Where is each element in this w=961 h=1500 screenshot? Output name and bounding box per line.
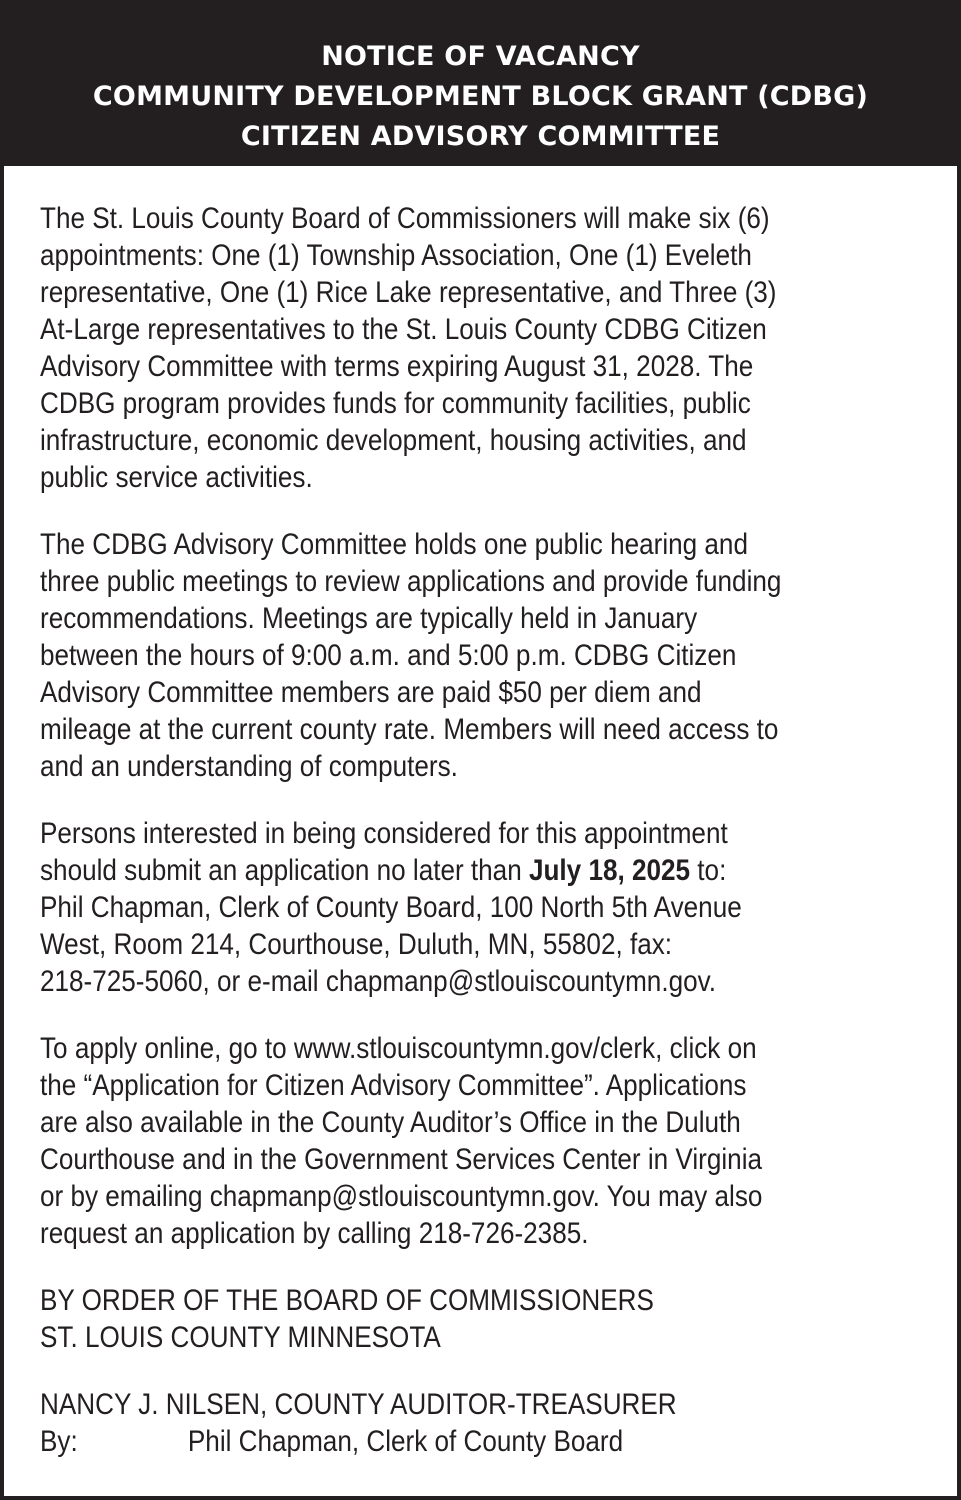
signature-title: NANCY J. NILSEN, COUNTY AUDITOR-TREASURER (40, 1388, 677, 1421)
text-line: mileage at the current county rate. Members will need access to (40, 713, 779, 746)
text-line: the “Application for Citizen Advisory Committee”. Applications (40, 1069, 747, 1102)
text-line: three public meetings to review applications and provide funding (40, 565, 782, 598)
text-line: public service activities. (40, 461, 313, 494)
text-line: request an application by calling 218-726-2385. (40, 1217, 589, 1250)
text-line: Persons interested in being considered for this appointment (40, 817, 728, 850)
text-line-deadline (40, 852, 936, 889)
signature-block (40, 1386, 936, 1460)
paragraph-apply-online (40, 1030, 936, 1252)
by-label: By: (40, 1425, 78, 1458)
deadline-suffix: to: (690, 854, 727, 887)
paragraph-appointments (40, 200, 936, 496)
order-block (40, 1282, 936, 1356)
text-line: representative, One (1) Rice Lake representative, and Three (3) (40, 276, 777, 309)
notice-header (4, 4, 957, 166)
text-line: West, Room 214, Courthouse, Duluth, MN, 55802, fax: (40, 928, 673, 961)
paragraph-meetings (40, 526, 936, 785)
text-line: The CDBG Advisory Committee holds one public hearing and (40, 528, 748, 561)
text-line: and an understanding of computers. (40, 750, 458, 783)
text-line: recommendations. Meetings are typically held in January (40, 602, 698, 635)
header-title-line-1: NOTICE OF VACANCY (321, 41, 640, 72)
text-line: Courthouse and in the Government Services Center in Virginia (40, 1143, 763, 1176)
header-title-line-3: CITIZEN ADVISORY COMMITTEE (240, 121, 721, 152)
text-line: Advisory Committee with terms expiring August 31, 2028. The (40, 350, 754, 383)
notice-body (40, 200, 936, 1490)
signature-by-row (40, 1423, 936, 1460)
by-name: Phil Chapman, Clerk of County Board (187, 1425, 624, 1458)
deadline-date: July 18, 2025 (528, 854, 691, 887)
text-line: infrastructure, economic development, housing activities, and (40, 424, 747, 457)
deadline-prefix: should submit an application no later than (40, 854, 529, 887)
order-line: ST. LOUIS COUNTY MINNESOTA (40, 1321, 441, 1354)
paragraph-submission (40, 815, 936, 1000)
text-line: To apply online, go to www.stlouiscountymn.gov/clerk, click on (40, 1032, 757, 1065)
text-line: appointments: One (1) Township Association, One (1) Eveleth (40, 239, 752, 272)
text-line: CDBG program provides funds for community facilities, public (40, 387, 751, 420)
text-line: At-Large representatives to the St. Louis County CDBG Citizen (40, 313, 767, 346)
header-title-line-2: COMMUNITY DEVELOPMENT BLOCK GRANT (CDBG) (92, 81, 869, 112)
text-line: between the hours of 9:00 a.m. and 5:00 p.m. CDBG Citizen (40, 639, 737, 672)
text-line: 218-725-5060, or e-mail chapmanp@stlouiscountymn.gov. (40, 965, 716, 998)
text-line: The St. Louis County Board of Commissioners will make six (6) (40, 202, 770, 235)
text-line: Advisory Committee members are paid $50 per diem and (40, 676, 702, 709)
text-line: Phil Chapman, Clerk of County Board, 100 North 5th Avenue (40, 891, 742, 924)
text-line: are also available in the County Auditor’s Office in the Duluth (40, 1106, 741, 1139)
order-line: BY ORDER OF THE BOARD OF COMMISSIONERS (40, 1284, 654, 1317)
text-line: or by emailing chapmanp@stlouiscountymn.gov. You may also (40, 1180, 763, 1213)
